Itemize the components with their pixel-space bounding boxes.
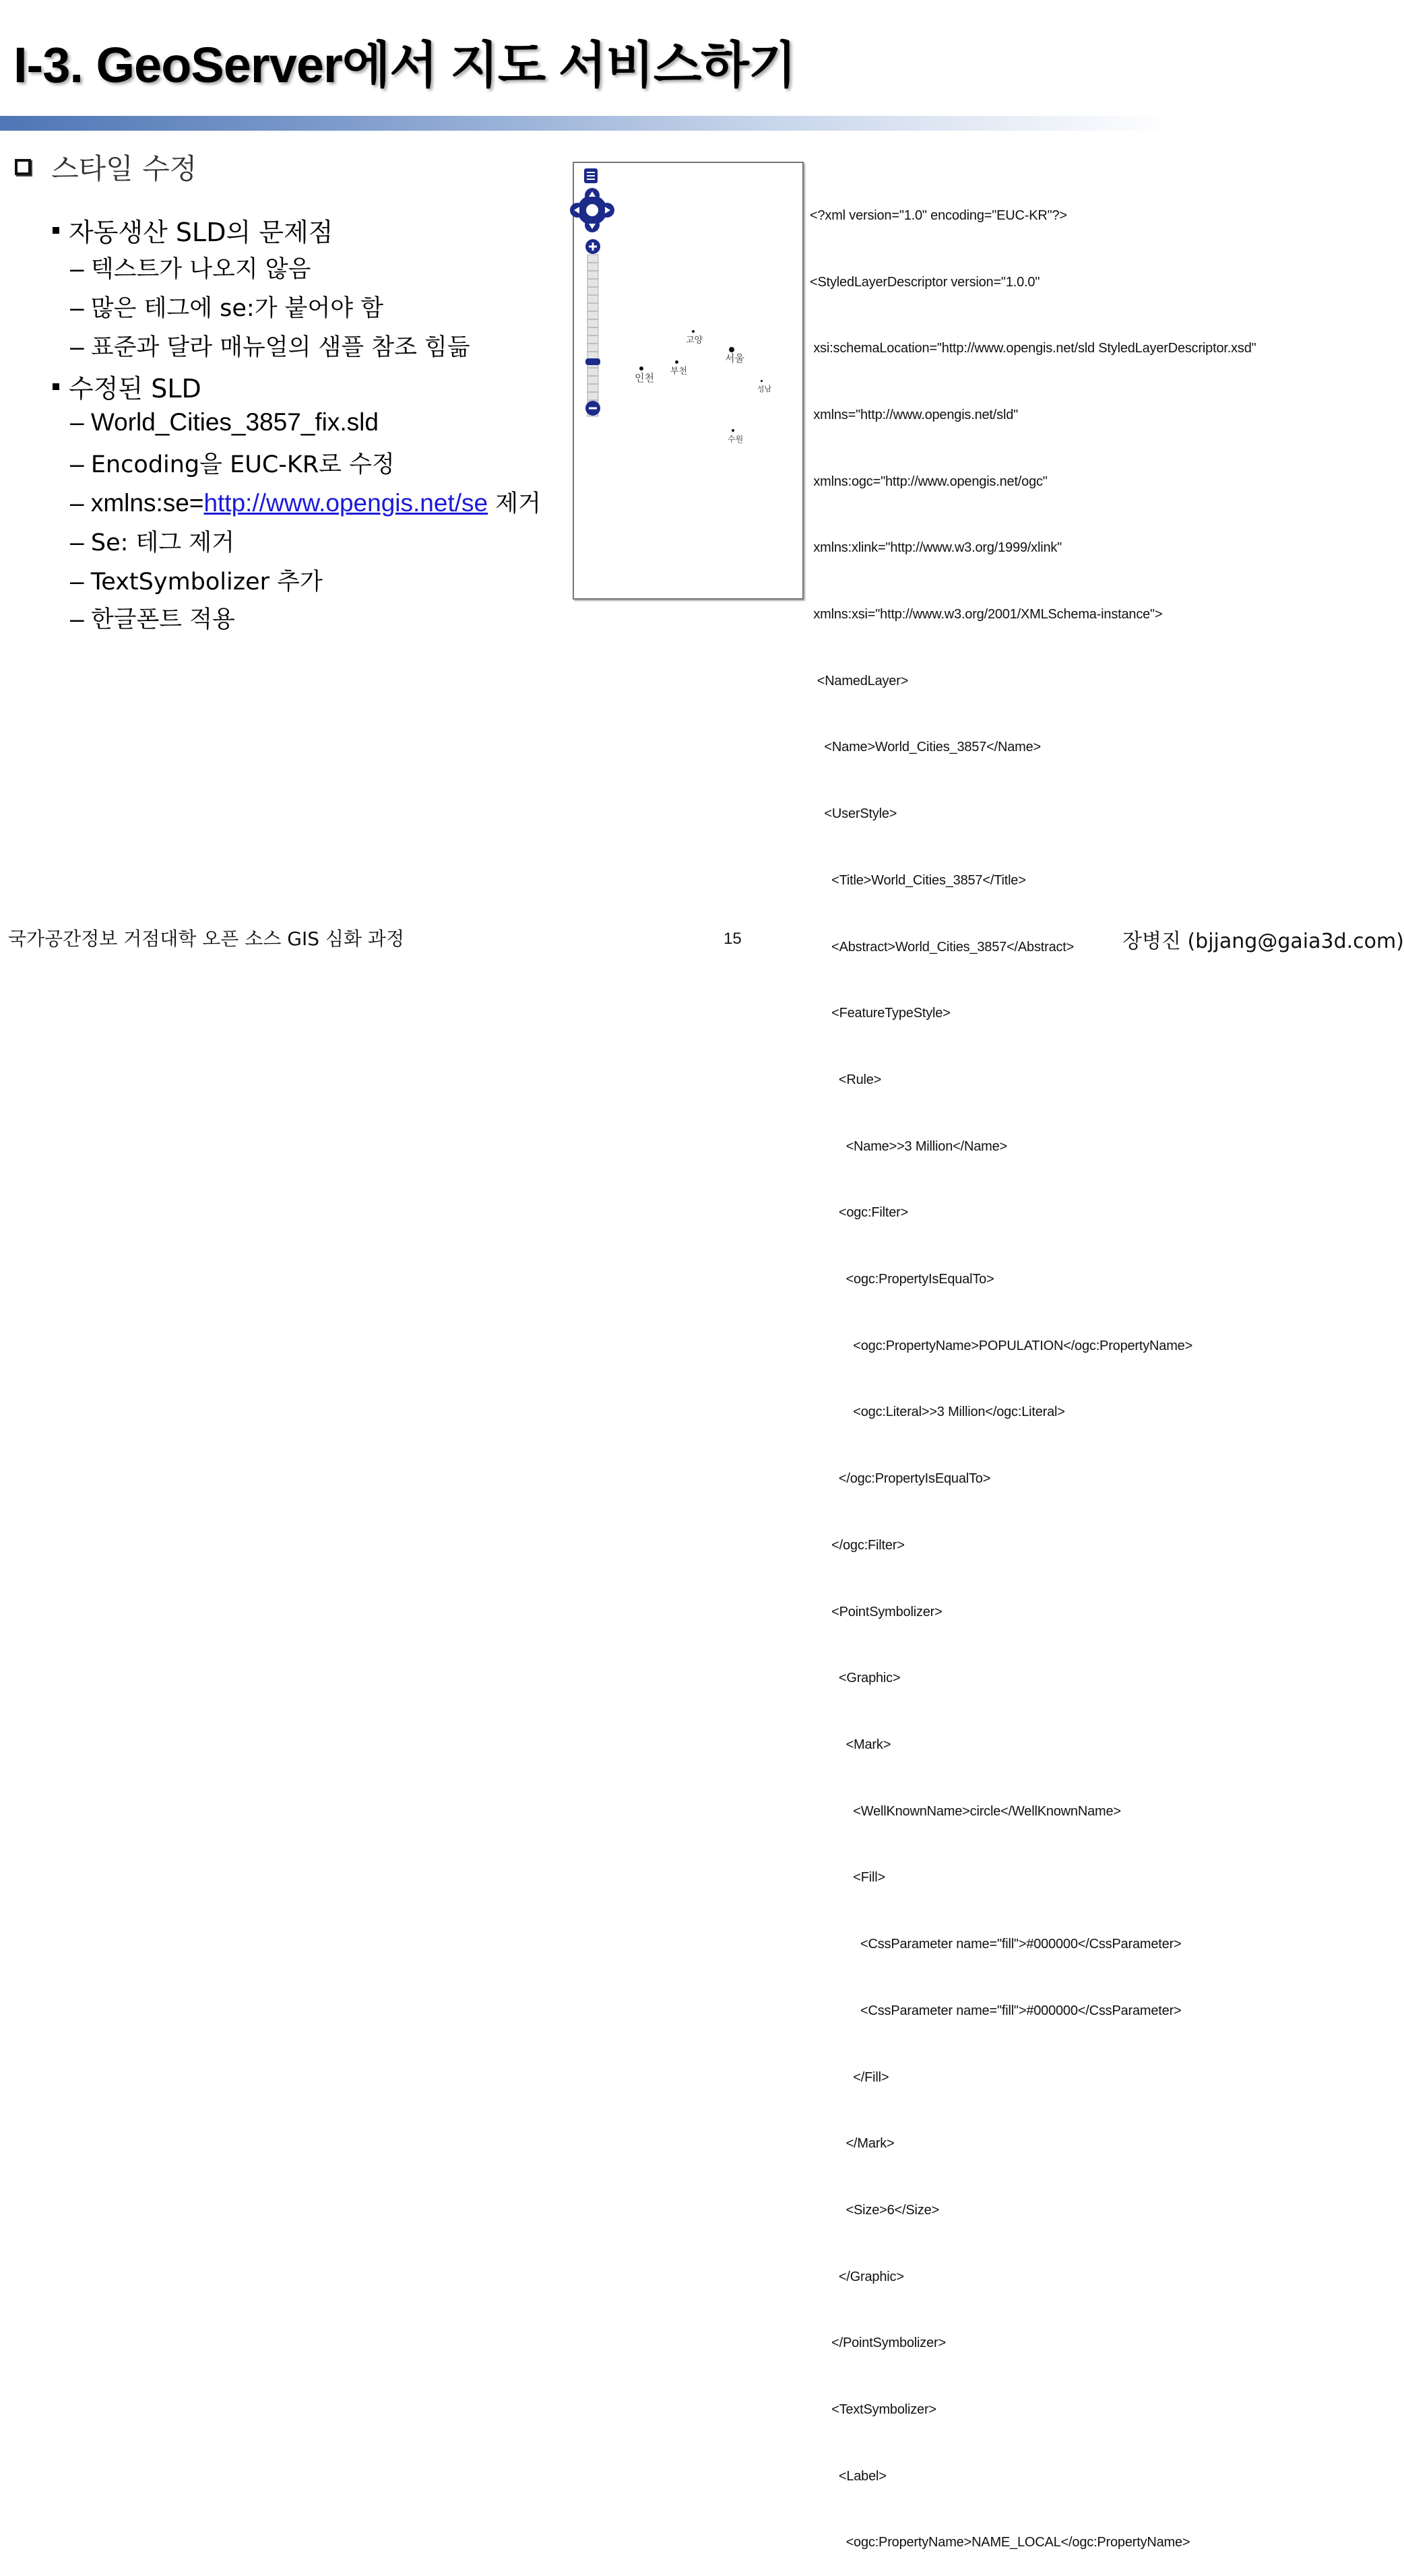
zoom-in-button[interactable]: [585, 239, 600, 254]
city-label: 서울: [725, 352, 744, 364]
code-line: <ogc:Literal>>3 Million</ogc:Literal>: [810, 1405, 1065, 1420]
square-bullet-icon: [53, 227, 59, 234]
section-heading: [15, 147, 197, 187]
list-item: – 텍스트가 나오지 않음: [70, 255, 311, 283]
code-line: xmlns:ogc="http://www.opengis.net/ogc": [810, 474, 1048, 489]
code-line: <Abstract>World_Cities_3857</Abstract>: [810, 939, 1075, 955]
slide-title: I-3. GeoServer에서 지도 서비스하기: [13, 37, 796, 93]
opengis-se-link[interactable]: http://www.opengis.net/se: [203, 489, 488, 517]
title-gradient-bar: [0, 116, 1380, 131]
sld-xml-code: [810, 160, 1256, 2576]
code-line: <Size>6</Size>: [810, 2202, 939, 2218]
footer-course-name: 국가공간정보 거점대학 오픈 소스 GIS 심화 과정: [8, 928, 404, 950]
layer-switcher-icon[interactable]: [584, 168, 598, 183]
pan-control-icon[interactable]: [570, 188, 614, 232]
code-line: xmlns:xlink="http://www.w3.org/1999/xlink": [810, 540, 1062, 556]
code-line: <Mark>: [810, 1737, 891, 1752]
code-line: <Name>>3 Million</Name>: [810, 1138, 1007, 1154]
square-bullet-icon: [53, 383, 59, 390]
code-line: </Mark>: [810, 2136, 895, 2152]
code-line: <ogc:PropertyName>NAME_LOCAL</ogc:PropertyName>: [810, 2535, 1190, 2550]
code-line: <Label>: [810, 2468, 887, 2484]
code-line: </PointSymbolizer>: [810, 2336, 946, 2351]
code-line: </ogc:Filter>: [810, 1537, 905, 1553]
map-controls: [574, 163, 802, 598]
code-line: xsi:schemaLocation="http://www.opengis.net/sld StyledLayerDescriptor.xsd": [810, 341, 1256, 356]
code-line: <TextSymbolizer>: [810, 2402, 936, 2418]
code-line: <CssParameter name="fill">#000000</CssParameter>: [810, 1937, 1182, 1952]
page-number: 15: [724, 930, 742, 948]
code-line: <ogc:PropertyName>POPULATION</ogc:PropertyName>: [810, 1338, 1193, 1353]
code-line: <?xml version="1.0" encoding="EUC-KR"?>: [810, 207, 1067, 223]
city-label: 고양: [686, 335, 703, 346]
list-item: – xmlns:se=http://www.opengis.net/se 제거: [70, 489, 541, 517]
list-item: 수정된 SLD: [53, 368, 201, 405]
city-label: 성남: [757, 385, 772, 393]
code-line: </Fill>: [810, 2069, 889, 2085]
code-line: <StyledLayerDescriptor version="1.0.0": [810, 274, 1040, 290]
code-line: <FeatureTypeStyle>: [810, 1006, 951, 1021]
code-line: <Rule>: [810, 1072, 882, 1087]
code-line: <UserStyle>: [810, 806, 897, 822]
zoom-out-button[interactable]: [585, 401, 600, 416]
list-item: – Encoding을 EUC-KR로 수정: [70, 450, 395, 478]
checkbox-bullet-icon: [15, 159, 31, 175]
list-item: 자동생산 SLD의 문제점: [53, 212, 333, 249]
code-line: <CssParameter name="fill">#000000</CssParameter>: [810, 2003, 1182, 2018]
list-item: – 표준과 달라 매뉴얼의 샘플 참조 힘듦: [70, 333, 470, 361]
code-line: <PointSymbolizer>: [810, 1604, 943, 1619]
list-item: – World_Cities_3857_fix.sld: [70, 408, 379, 436]
code-line: xmlns:xsi="http://www.w3.org/2001/XMLSchema-instance">: [810, 607, 1163, 622]
zoom-slider-handle: [585, 358, 600, 365]
code-line: </ogc:PropertyIsEqualTo>: [810, 1471, 991, 1487]
city-point[interactable]: [761, 380, 763, 382]
list-item: – 한글폰트 적용: [70, 605, 235, 633]
city-label: 수원: [728, 434, 744, 444]
list-item: – Se: 테그 제거: [70, 528, 234, 556]
city-point[interactable]: [732, 429, 734, 432]
city-label: 인천: [635, 372, 654, 384]
footer-author: 장병진 (bjjang@gaia3d.com): [1122, 930, 1404, 953]
code-line: <Graphic>: [810, 1671, 901, 1686]
list-item: – 많은 테그에 se:가 붙어야 함: [70, 294, 384, 322]
code-line: <Name>World_Cities_3857</Name>: [810, 740, 1042, 755]
code-line: </Graphic>: [810, 2269, 904, 2284]
map-preview[interactable]: [573, 162, 804, 600]
code-line: <Fill>: [810, 1870, 885, 1886]
code-line: <ogc:PropertyIsEqualTo>: [810, 1272, 994, 1287]
city-label: 부천: [670, 366, 688, 377]
code-line: <NamedLayer>: [810, 673, 909, 688]
list-item: – TextSymbolizer 추가: [70, 567, 323, 595]
code-line: <WellKnownName>circle</WellKnownName>: [810, 1803, 1121, 1819]
zoom-slider[interactable]: [585, 255, 600, 416]
code-line: <ogc:Filter>: [810, 1205, 909, 1221]
code-line: xmlns="http://www.opengis.net/sld": [810, 407, 1019, 422]
code-line: <Title>World_Cities_3857</Title>: [810, 872, 1026, 888]
section-heading-text: 스타일 수정: [51, 152, 197, 185]
